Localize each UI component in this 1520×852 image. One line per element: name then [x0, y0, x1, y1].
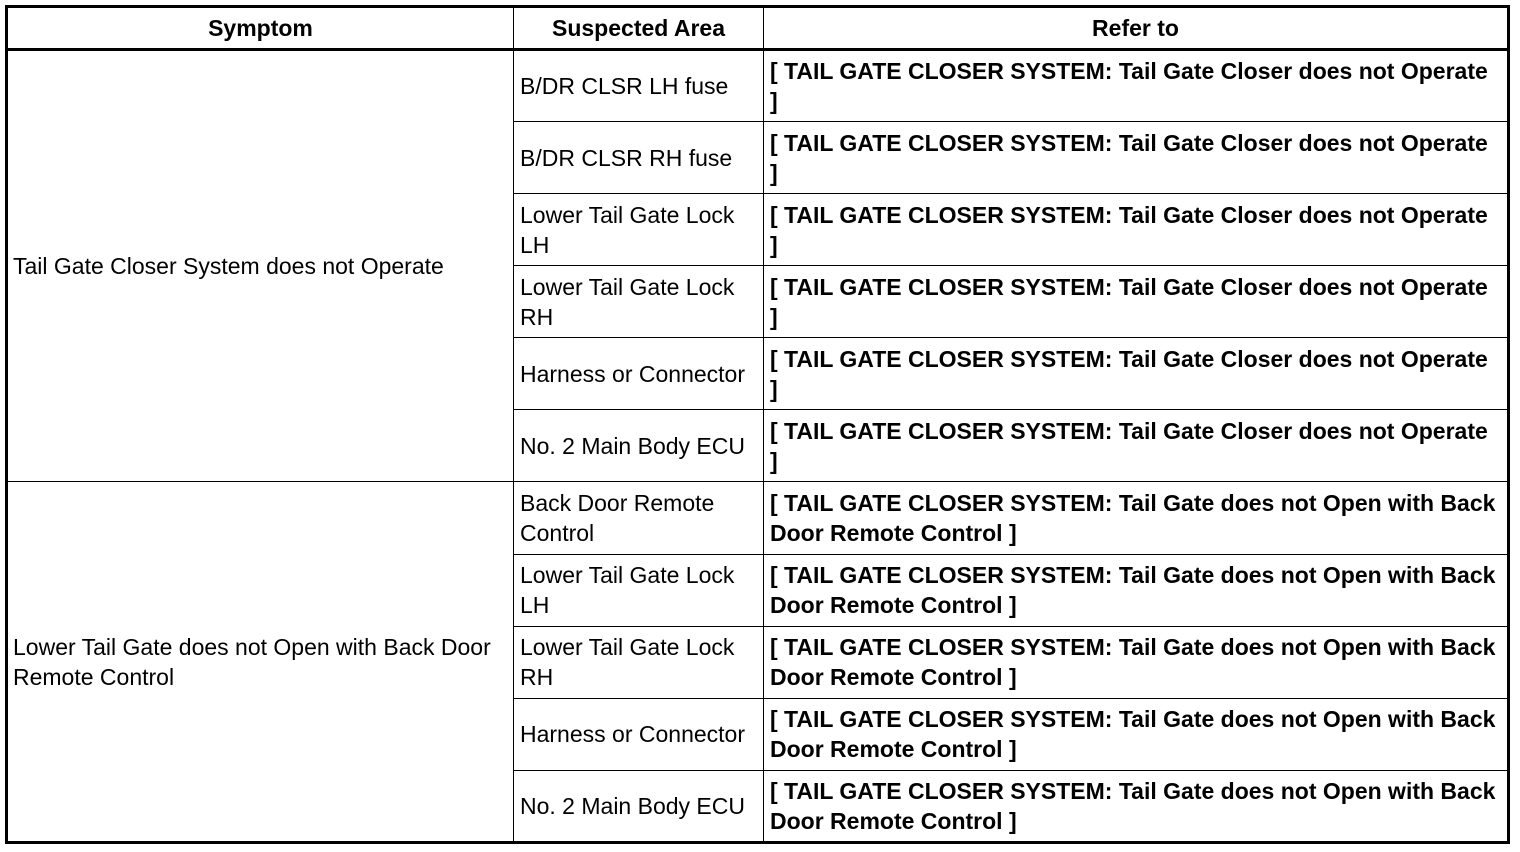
refer-link[interactable]: [ TAIL GATE CLOSER SYSTEM: Tail Gate does not Open with Back Door Remote Control ] [764, 698, 1509, 770]
suspected-area-cell: No. 2 Main Body ECU [514, 410, 764, 482]
refer-link[interactable]: [ TAIL GATE CLOSER SYSTEM: Tail Gate does not Open with Back Door Remote Control ] [764, 554, 1509, 626]
suspected-area-cell: Lower Tail Gate Lock RH [514, 266, 764, 338]
header-suspected-area: Suspected Area [514, 7, 764, 50]
suspected-area-cell: Lower Tail Gate Lock LH [514, 554, 764, 626]
refer-link[interactable]: [ TAIL GATE CLOSER SYSTEM: Tail Gate does not Open with Back Door Remote Control ] [764, 770, 1509, 842]
table-row [7, 50, 1509, 122]
diagnostic-table [5, 5, 1510, 844]
header-row [7, 7, 1509, 50]
suspected-area-cell: Lower Tail Gate Lock LH [514, 194, 764, 266]
refer-link[interactable]: [ TAIL GATE CLOSER SYSTEM: Tail Gate Closer does not Operate ] [764, 338, 1509, 410]
suspected-area-cell: No. 2 Main Body ECU [514, 770, 764, 842]
suspected-area-cell: Lower Tail Gate Lock RH [514, 626, 764, 698]
header-refer-to: Refer to [764, 7, 1509, 50]
table-row [7, 482, 1509, 554]
refer-link[interactable]: [ TAIL GATE CLOSER SYSTEM: Tail Gate does not Open with Back Door Remote Control ] [764, 482, 1509, 554]
suspected-area-cell: Harness or Connector [514, 698, 764, 770]
suspected-area-cell: Harness or Connector [514, 338, 764, 410]
symptom-cell: Lower Tail Gate does not Open with Back Door Remote Control [7, 482, 514, 843]
suspected-area-cell: B/DR CLSR RH fuse [514, 122, 764, 194]
refer-link[interactable]: [ TAIL GATE CLOSER SYSTEM: Tail Gate does not Open with Back Door Remote Control ] [764, 626, 1509, 698]
refer-link[interactable]: [ TAIL GATE CLOSER SYSTEM: Tail Gate Closer does not Operate ] [764, 50, 1509, 122]
refer-link[interactable]: [ TAIL GATE CLOSER SYSTEM: Tail Gate Closer does not Operate ] [764, 122, 1509, 194]
refer-link[interactable]: [ TAIL GATE CLOSER SYSTEM: Tail Gate Closer does not Operate ] [764, 194, 1509, 266]
refer-link[interactable]: [ TAIL GATE CLOSER SYSTEM: Tail Gate Closer does not Operate ] [764, 410, 1509, 482]
refer-link[interactable]: [ TAIL GATE CLOSER SYSTEM: Tail Gate Closer does not Operate ] [764, 266, 1509, 338]
header-symptom: Symptom [7, 7, 514, 50]
symptom-cell: Tail Gate Closer System does not Operate [7, 50, 514, 482]
suspected-area-cell: Back Door Remote Control [514, 482, 764, 554]
suspected-area-cell: B/DR CLSR LH fuse [514, 50, 764, 122]
